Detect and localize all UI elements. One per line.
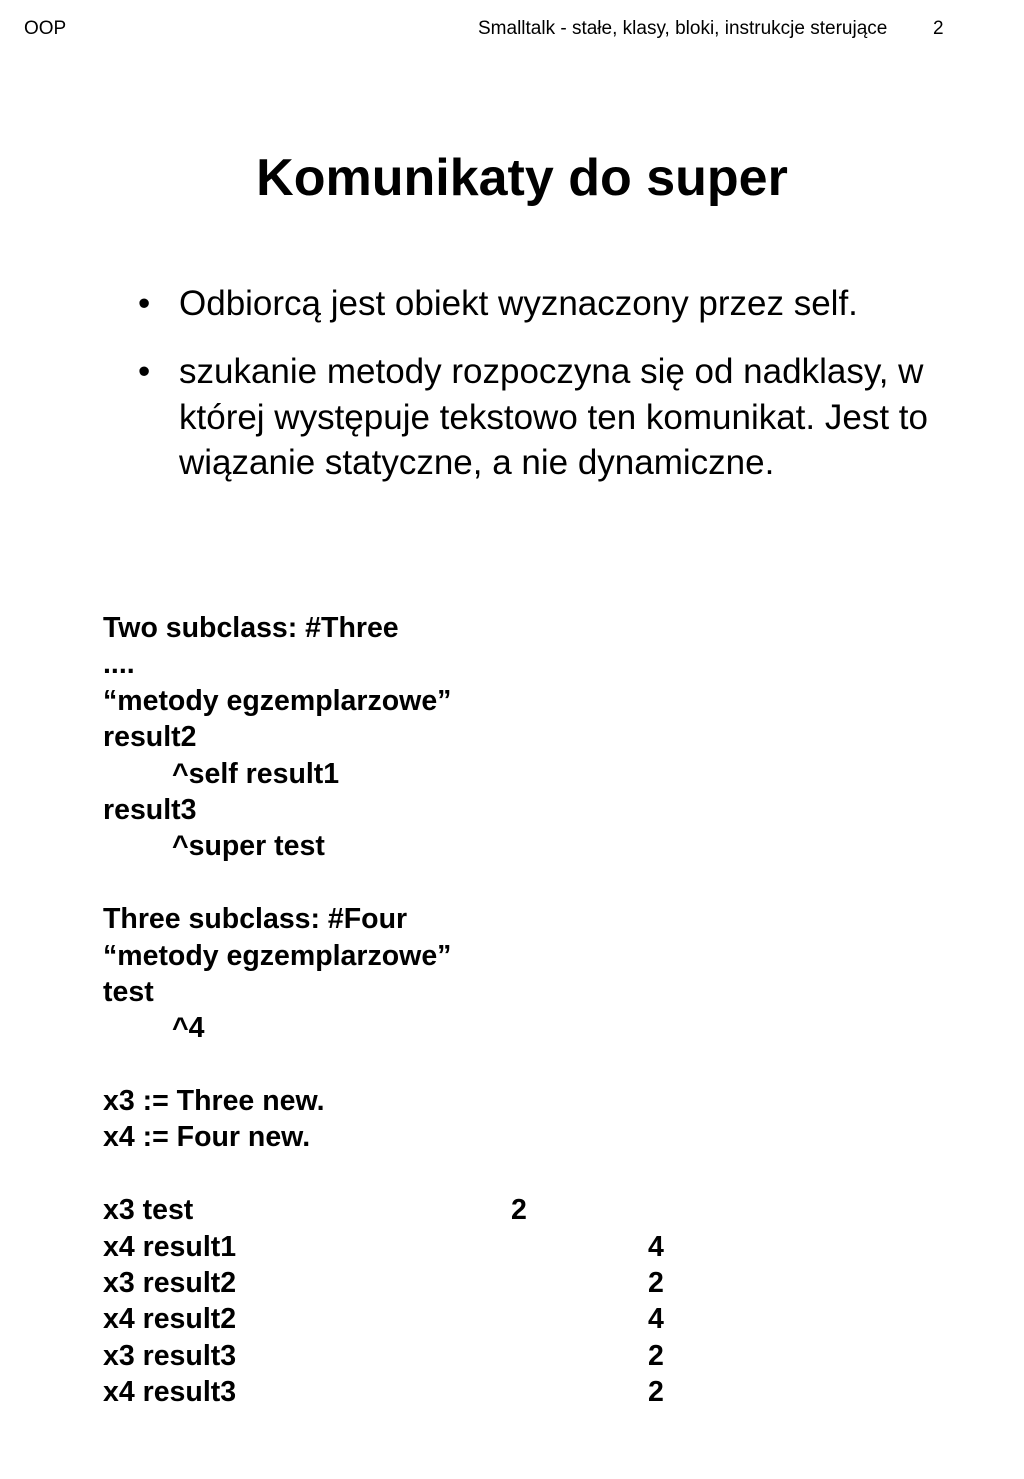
code-line: ^super test [172,830,325,863]
code-line: result3 [103,793,197,826]
result-row [103,1229,664,1265]
code-line: x4 := Four new. [103,1121,311,1154]
code-line: “metody egzemplarzowe” [103,939,452,972]
code-line: result2 [103,721,197,754]
result-value: 2 [648,1267,664,1300]
result-value: 4 [648,1303,664,1336]
bullet-text: szukanie metody rozpoczyna się od nadklasy, w której występuje tekstowo ten komunikat. Jest to wiązanie statyczne, a nie dynamiczne. [179,352,928,482]
header-lecture-title: Smalltalk - stałe, klasy, bloki, instrukcje sterujące [478,18,888,39]
result-expression: x4 result3 [103,1376,237,1409]
bullet-marker: • [138,284,151,323]
result-expression: x3 result2 [103,1267,237,1300]
header-course: OOP [24,18,67,39]
code-line: test [103,975,154,1008]
code-line: ^4 [172,1012,205,1045]
code-line: “metody egzemplarzowe” [103,684,452,717]
result-expression: x3 result3 [103,1339,237,1372]
code-line: Three subclass: #Four [103,903,408,936]
code-line: ^self result1 [172,757,340,790]
result-row [103,1301,664,1337]
result-row [103,1374,664,1410]
result-value: 2 [648,1339,664,1372]
blank-line [103,865,451,901]
code-line: Two subclass: #Three [103,612,399,644]
slide-title: Komunikaty do super [256,149,788,207]
code-line: .... [103,648,135,681]
result-value: 2 [511,1194,527,1227]
bullet-item [138,281,979,327]
code-listing [103,610,664,1411]
bullet-marker: • [138,352,151,391]
bullet-text: Odbiorcą jest obiekt wyznaczony przez self. [179,284,858,323]
result-expression: x4 result1 [103,1230,237,1263]
result-value: 2 [648,1376,664,1409]
result-row [103,1192,527,1228]
result-row [103,1265,664,1301]
result-expression: x4 result2 [103,1303,237,1336]
page-number: 2 [933,18,944,39]
result-expression: x3 test [103,1194,194,1227]
result-row [103,1338,664,1374]
blank-line [103,1047,451,1083]
blank-line [103,1156,451,1192]
result-value: 4 [648,1230,664,1263]
bullet-item [138,349,979,486]
code-line: x3 := Three new. [103,1085,325,1118]
